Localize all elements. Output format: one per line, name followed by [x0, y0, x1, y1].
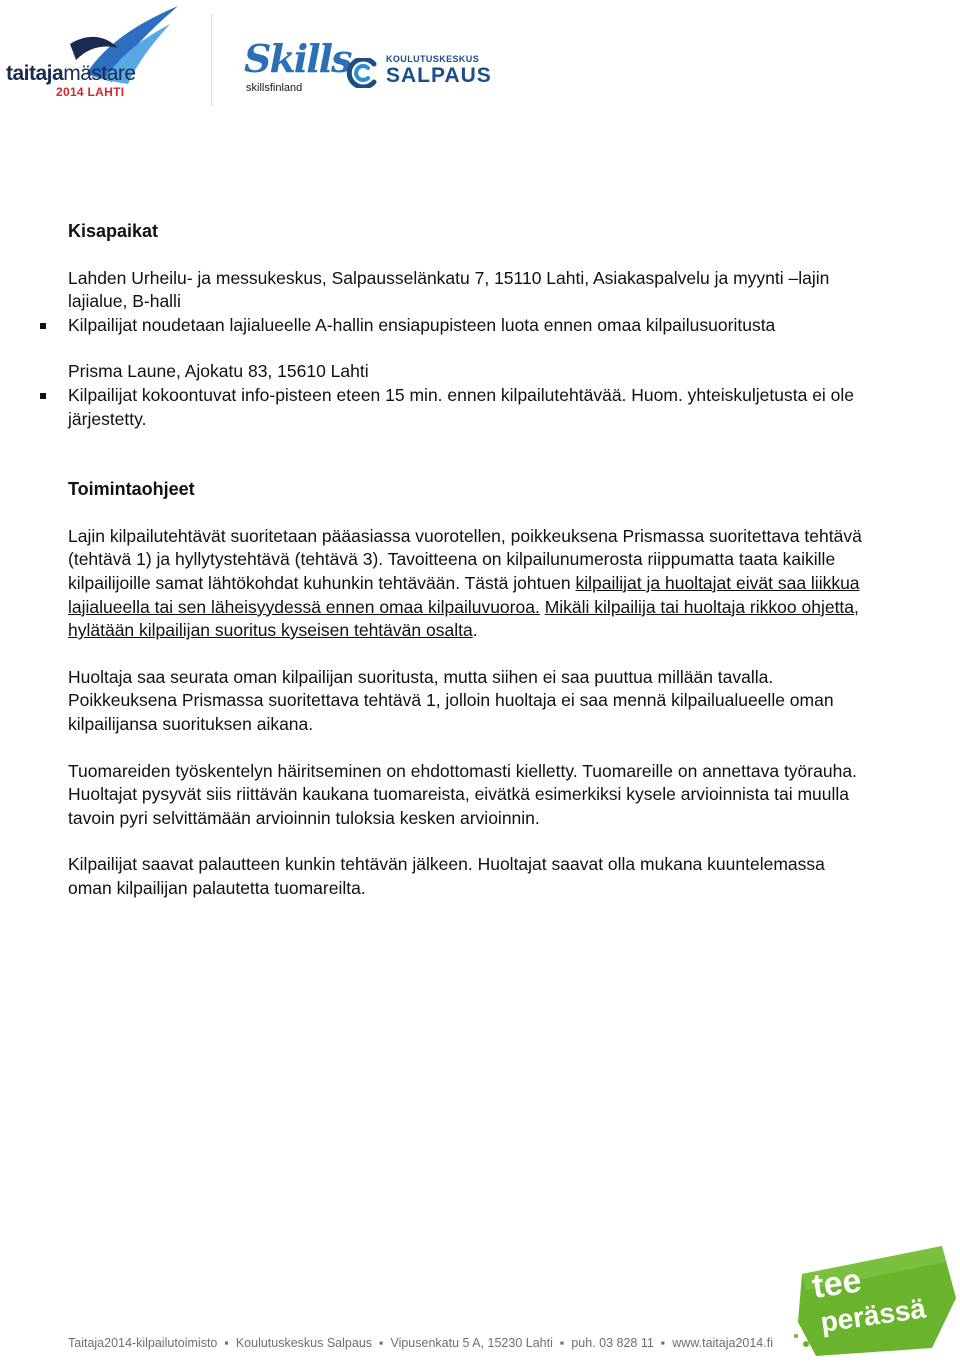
heading-kisapaikat: Kisapaikat [68, 221, 159, 241]
venue-2: Prisma Laune, Ajokatu 83, 15610 Lahti [68, 361, 369, 382]
footer-item: Vipusenkatu 5 A, 15230 Lahti [390, 1336, 553, 1350]
venue-1-list [68, 314, 868, 338]
heading-toimintaohjeet: Toimintaohjeet [68, 479, 195, 500]
venue-1-bullet: Kilpailijat noudetaan lajialueelle A-hallin ensiapupisteen luota ennen omaa kilpailusuoritusta [6, 314, 868, 338]
venue-2-list [68, 384, 868, 431]
salpaus-main-text: SALPAUS [386, 64, 492, 87]
taitajamastare-subline: 2014 LAHTI [56, 85, 125, 99]
header-divider [211, 14, 212, 106]
venue-2-bullet: Kilpailijat kokoontuvat info-pisteen eteen 15 min. ennen kilpailutehtävää. Huom. yhteiskuljetusta ei ole järjestetty. [6, 384, 868, 431]
footer-item: Taitaja2014-kilpailutoimisto [68, 1336, 218, 1350]
skills-finland-logo [238, 36, 351, 100]
paragraph-1: Lajin kilpailutehtävät suoritetaan pääasiassa vuorotellen, poikkeuksena Prismassa suoritettava tehtävä (tehtävä 1) ja hyllytystehtävä (tehtävä 3). Tavoitteena on kilpailunumerosta riippumatta taata kaikille kilpailijoille samat lähtökohdat kuhunkin tehtävään. Tästä johtuen kilpailijat ja huoltajat eivät saa liikkua lajialueella tai sen läheisyydessä ennen omaa kilpailuvuoroa. Mikäli kilpailija tai huoltaja rikkoo ohjetta, hylätään kilpailijan suoritus kyseisen tehtävän osalta. [68, 525, 862, 641]
footer-separator: ▪ [559, 1336, 565, 1350]
page-header [0, 0, 960, 120]
underlined-rule-2: Mikäli kilpailija tai huoltaja rikkoo ohjetta, hylätään kilpailijan suoritus kyseisen tehtävän osalta [68, 596, 859, 641]
tee-text: tee [809, 1261, 864, 1306]
page-footer [68, 1336, 773, 1350]
footer-item: Koulutuskeskus Salpaus [235, 1336, 373, 1350]
salpaus-top-text: KOULUTUSKESKUS [386, 54, 480, 64]
paragraph-2: Huoltaja saa seurata oman kilpailijan suoritusta, mutta siihen ei saa puuttua millään tavalla. Poikkeuksena Prismassa suoritettava tehtävä 1, jolloin huoltaja ei saa mennä kilpailualueelle oman kilpailijansa suorituksen aikana. [68, 666, 834, 734]
taitajamastare-wordmark: taitajamästare [6, 62, 136, 85]
footer-separator: ▪ [660, 1336, 666, 1350]
footer-item: puh. 03 828 11 [571, 1336, 654, 1350]
footer-website-link[interactable]: www.taitaja2014.fi [672, 1336, 773, 1350]
paragraph-3: Tuomareiden työskentelyn häiritseminen on ehdottomasti kielletty. Tuomareille on annettava työrauha. Huoltajat pysyvät siis riittävän kaukana tuomareista, eivätkä esimerkiksi kysele arvioinnista tai muulla tavoin pyri selvittämään arvioinnin tuloksia kesken arvioinnin. [68, 760, 857, 828]
footer-separator: ▪ [379, 1336, 384, 1350]
salpaus-logo [344, 52, 492, 92]
footer-separator: ▪ [224, 1336, 229, 1350]
underlined-rule-1: kilpailijat ja huoltajat eivät saa liikkua lajialueella tai sen läheisyydessä ennen omaa kilpailuvuoroa. [68, 572, 860, 617]
salpaus-mark-icon [344, 58, 380, 88]
skills-wordmark: Skills [244, 36, 351, 81]
perassa-text: perässä [818, 1292, 928, 1338]
venue-1: Lahden Urheilu- ja messukeskus, Salpausselänkatu 7, 15110 Lahti, Asiakaspalvelu ja myynti –lajin lajialue, B-halli [68, 267, 830, 312]
paragraph-4: Kilpailijat saavat palautteen kunkin tehtävän jälkeen. Huoltajat saavat olla mukana kuuntelemassa oman kilpailijan palautetta tuomareilta. [68, 854, 825, 898]
tee-perassa-logo [792, 1240, 960, 1360]
skills-subline: skillsfinland [246, 82, 303, 94]
taitajamastare-logo [4, 4, 204, 104]
document-body [68, 220, 868, 900]
